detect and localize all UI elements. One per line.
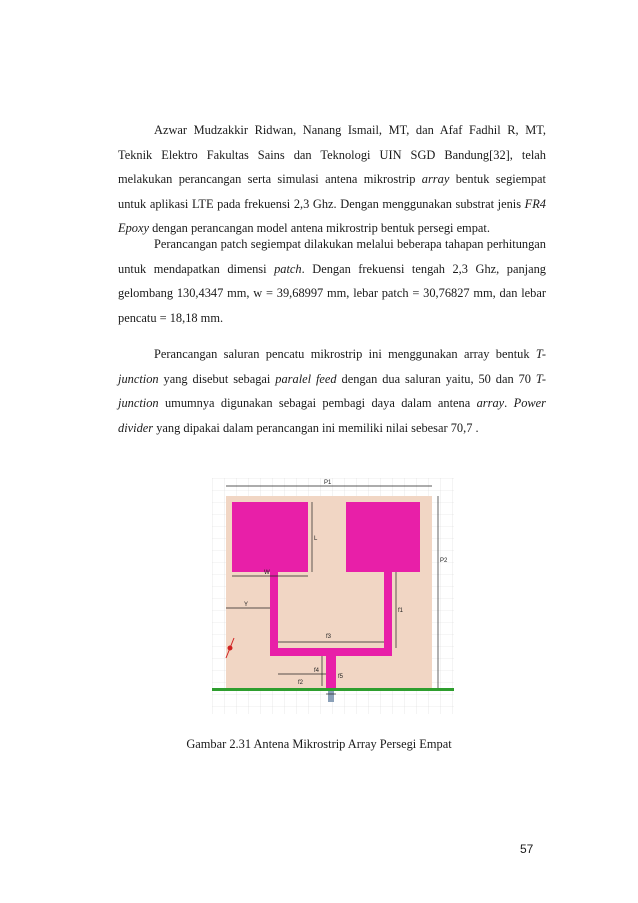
- label-p2: P2: [440, 558, 448, 564]
- paragraph-1: [118, 118, 546, 241]
- text-run: .: [504, 396, 514, 410]
- text-run: dengan dua saluran yaitu, 50 dan 70: [336, 371, 536, 386]
- italic-run: paralel feed: [275, 371, 337, 386]
- text-run: Perancangan patch segiempat dilakukan melalui beberapa tahapan perhitungan untuk mendapatkan dimensi: [118, 237, 546, 276]
- italic-run: T-junction: [118, 371, 546, 410]
- text-run: yang dipakai dalam perancangan ini memiliki nilai sebesar 70,7 .: [153, 420, 479, 435]
- italic-run: patch: [274, 261, 302, 276]
- label-f3: f3: [326, 634, 332, 640]
- italic-run: Power divider: [118, 396, 546, 435]
- page-number: 57: [520, 842, 534, 856]
- label-f5: f5: [338, 674, 344, 680]
- label-l: L: [314, 536, 318, 542]
- feed-line-main: [326, 656, 336, 688]
- text-run: umumnya digunakan sebagai pembagi daya dalam antena: [158, 396, 477, 410]
- feed-line-horizontal: [270, 648, 392, 656]
- text-run: yang disebut sebagai: [158, 371, 276, 386]
- figure-caption: Gambar 2.31 Antena Mikrostrip Array Persegi Empat: [186, 737, 452, 751]
- label-p1: P1: [324, 480, 332, 486]
- label-y: Y: [244, 602, 249, 608]
- ground-line: [212, 688, 454, 691]
- label-f2: f2: [298, 680, 304, 686]
- antenna-diagram: [212, 478, 454, 714]
- feed-line-right: [384, 572, 392, 654]
- patch-left: [232, 502, 308, 572]
- label-w: W: [264, 570, 270, 576]
- italic-run: T-junction: [118, 347, 546, 386]
- antenna-figure: [212, 478, 454, 714]
- paragraph-3-text: [118, 347, 546, 435]
- text-run: Azwar Mudzakkir Ridwan, Nanang Ismail, MT, dan Afaf Fadhil R, MT, Teknik Elektro Fakultas Sains dan Teknologi UIN SGD Bandung[32], telah melakukan perancangan serta simulasi antena mikrostrip: [118, 123, 546, 186]
- paragraph-2: [118, 232, 546, 330]
- italic-run: array: [421, 172, 450, 186]
- text-run: Perancangan saluran pencatu mikrostrip ini menggunakan array bentuk: [154, 347, 536, 361]
- paragraph-2-text: [118, 237, 546, 325]
- italic-run: FR4 Epoxy: [118, 196, 546, 235]
- origin-marker: [228, 646, 233, 651]
- paragraph-1-text: [118, 123, 546, 235]
- feed-line-left: [270, 572, 278, 654]
- text-run: . Dengan frekuensi tengah 2,3 Ghz, panjang gelombang 130,4347 mm, w = 39,68997 mm, lebar patch = 30,76827 mm, dan lebar pencatu = 18,18 mm.: [118, 261, 546, 325]
- italic-run: array: [476, 396, 505, 410]
- label-f4: f4: [314, 668, 320, 674]
- patch-right: [346, 502, 420, 572]
- text-run: bentuk segiempat untuk aplikasi LTE pada frekuensi 2,3 Ghz. Dengan menggunakan substrat jenis: [118, 172, 547, 211]
- paragraph-3: [118, 342, 546, 440]
- label-f1: f1: [398, 608, 404, 614]
- text-run: dengan perancangan model antena mikrostrip bentuk persegi empat.: [148, 221, 490, 235]
